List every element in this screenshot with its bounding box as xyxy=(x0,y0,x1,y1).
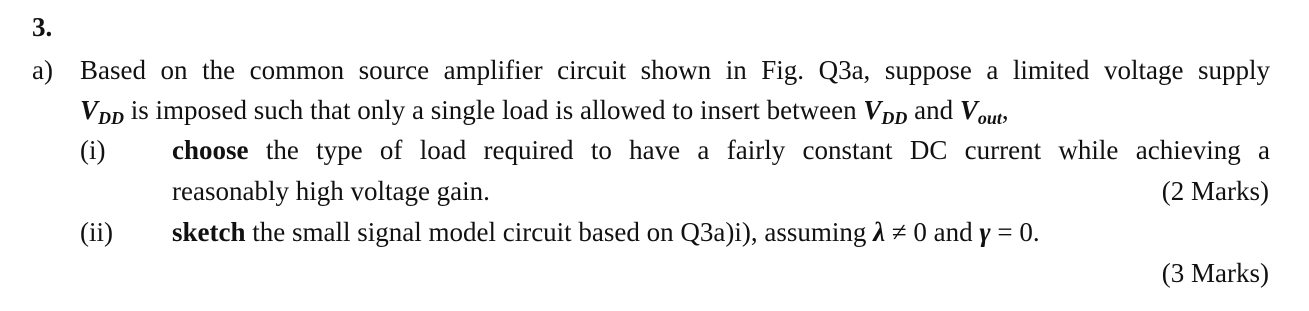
gamma-symbol: γ xyxy=(979,217,991,247)
vdd-variable-2: V xyxy=(863,95,882,125)
part-a-and: and xyxy=(907,95,960,125)
sub-i-verb: choose xyxy=(172,135,249,165)
sub-i-line-2: reasonably high voltage gain. xyxy=(172,176,490,206)
part-a-line-2-text: is imposed such that only a single load is allowed to insert between xyxy=(124,95,864,125)
question-number: 3. xyxy=(32,12,53,42)
sub-ii-text: the small signal model circuit based on Q3a)i), assuming xyxy=(245,217,874,247)
sub-ii-marks: (3 Marks) xyxy=(1161,258,1269,288)
vdd-subscript-2: DD xyxy=(881,108,908,128)
vdd-variable: V xyxy=(80,95,99,125)
part-a-line-1: Based on the common source amplifier circuit shown in Fig. Q3a, suppose a limited voltage supply xyxy=(80,55,1270,85)
lambda-symbol: λ xyxy=(873,217,886,247)
sub-ii-label: (ii) xyxy=(80,217,113,247)
part-a-line-2-end: , xyxy=(1001,95,1009,125)
part-a-line-2 xyxy=(80,97,1009,127)
sub-i-line-1 xyxy=(172,137,1270,164)
eq-zero-text: = 0. xyxy=(990,217,1040,247)
vout-subscript: out xyxy=(977,108,1002,128)
part-a-label: a) xyxy=(32,55,53,85)
sub-i-line-1-text: the type of load required to have a fairly constant DC current while achieving a xyxy=(248,135,1270,165)
sub-ii-line xyxy=(172,219,1040,246)
vout-variable: V xyxy=(959,95,978,125)
vdd-subscript: DD xyxy=(98,108,125,128)
sub-i-marks: (2 Marks) xyxy=(1161,176,1269,206)
neq-zero-text: ≠ 0 and xyxy=(885,217,980,247)
sub-i-label: (i) xyxy=(80,135,106,165)
sub-ii-verb: sketch xyxy=(172,217,246,247)
